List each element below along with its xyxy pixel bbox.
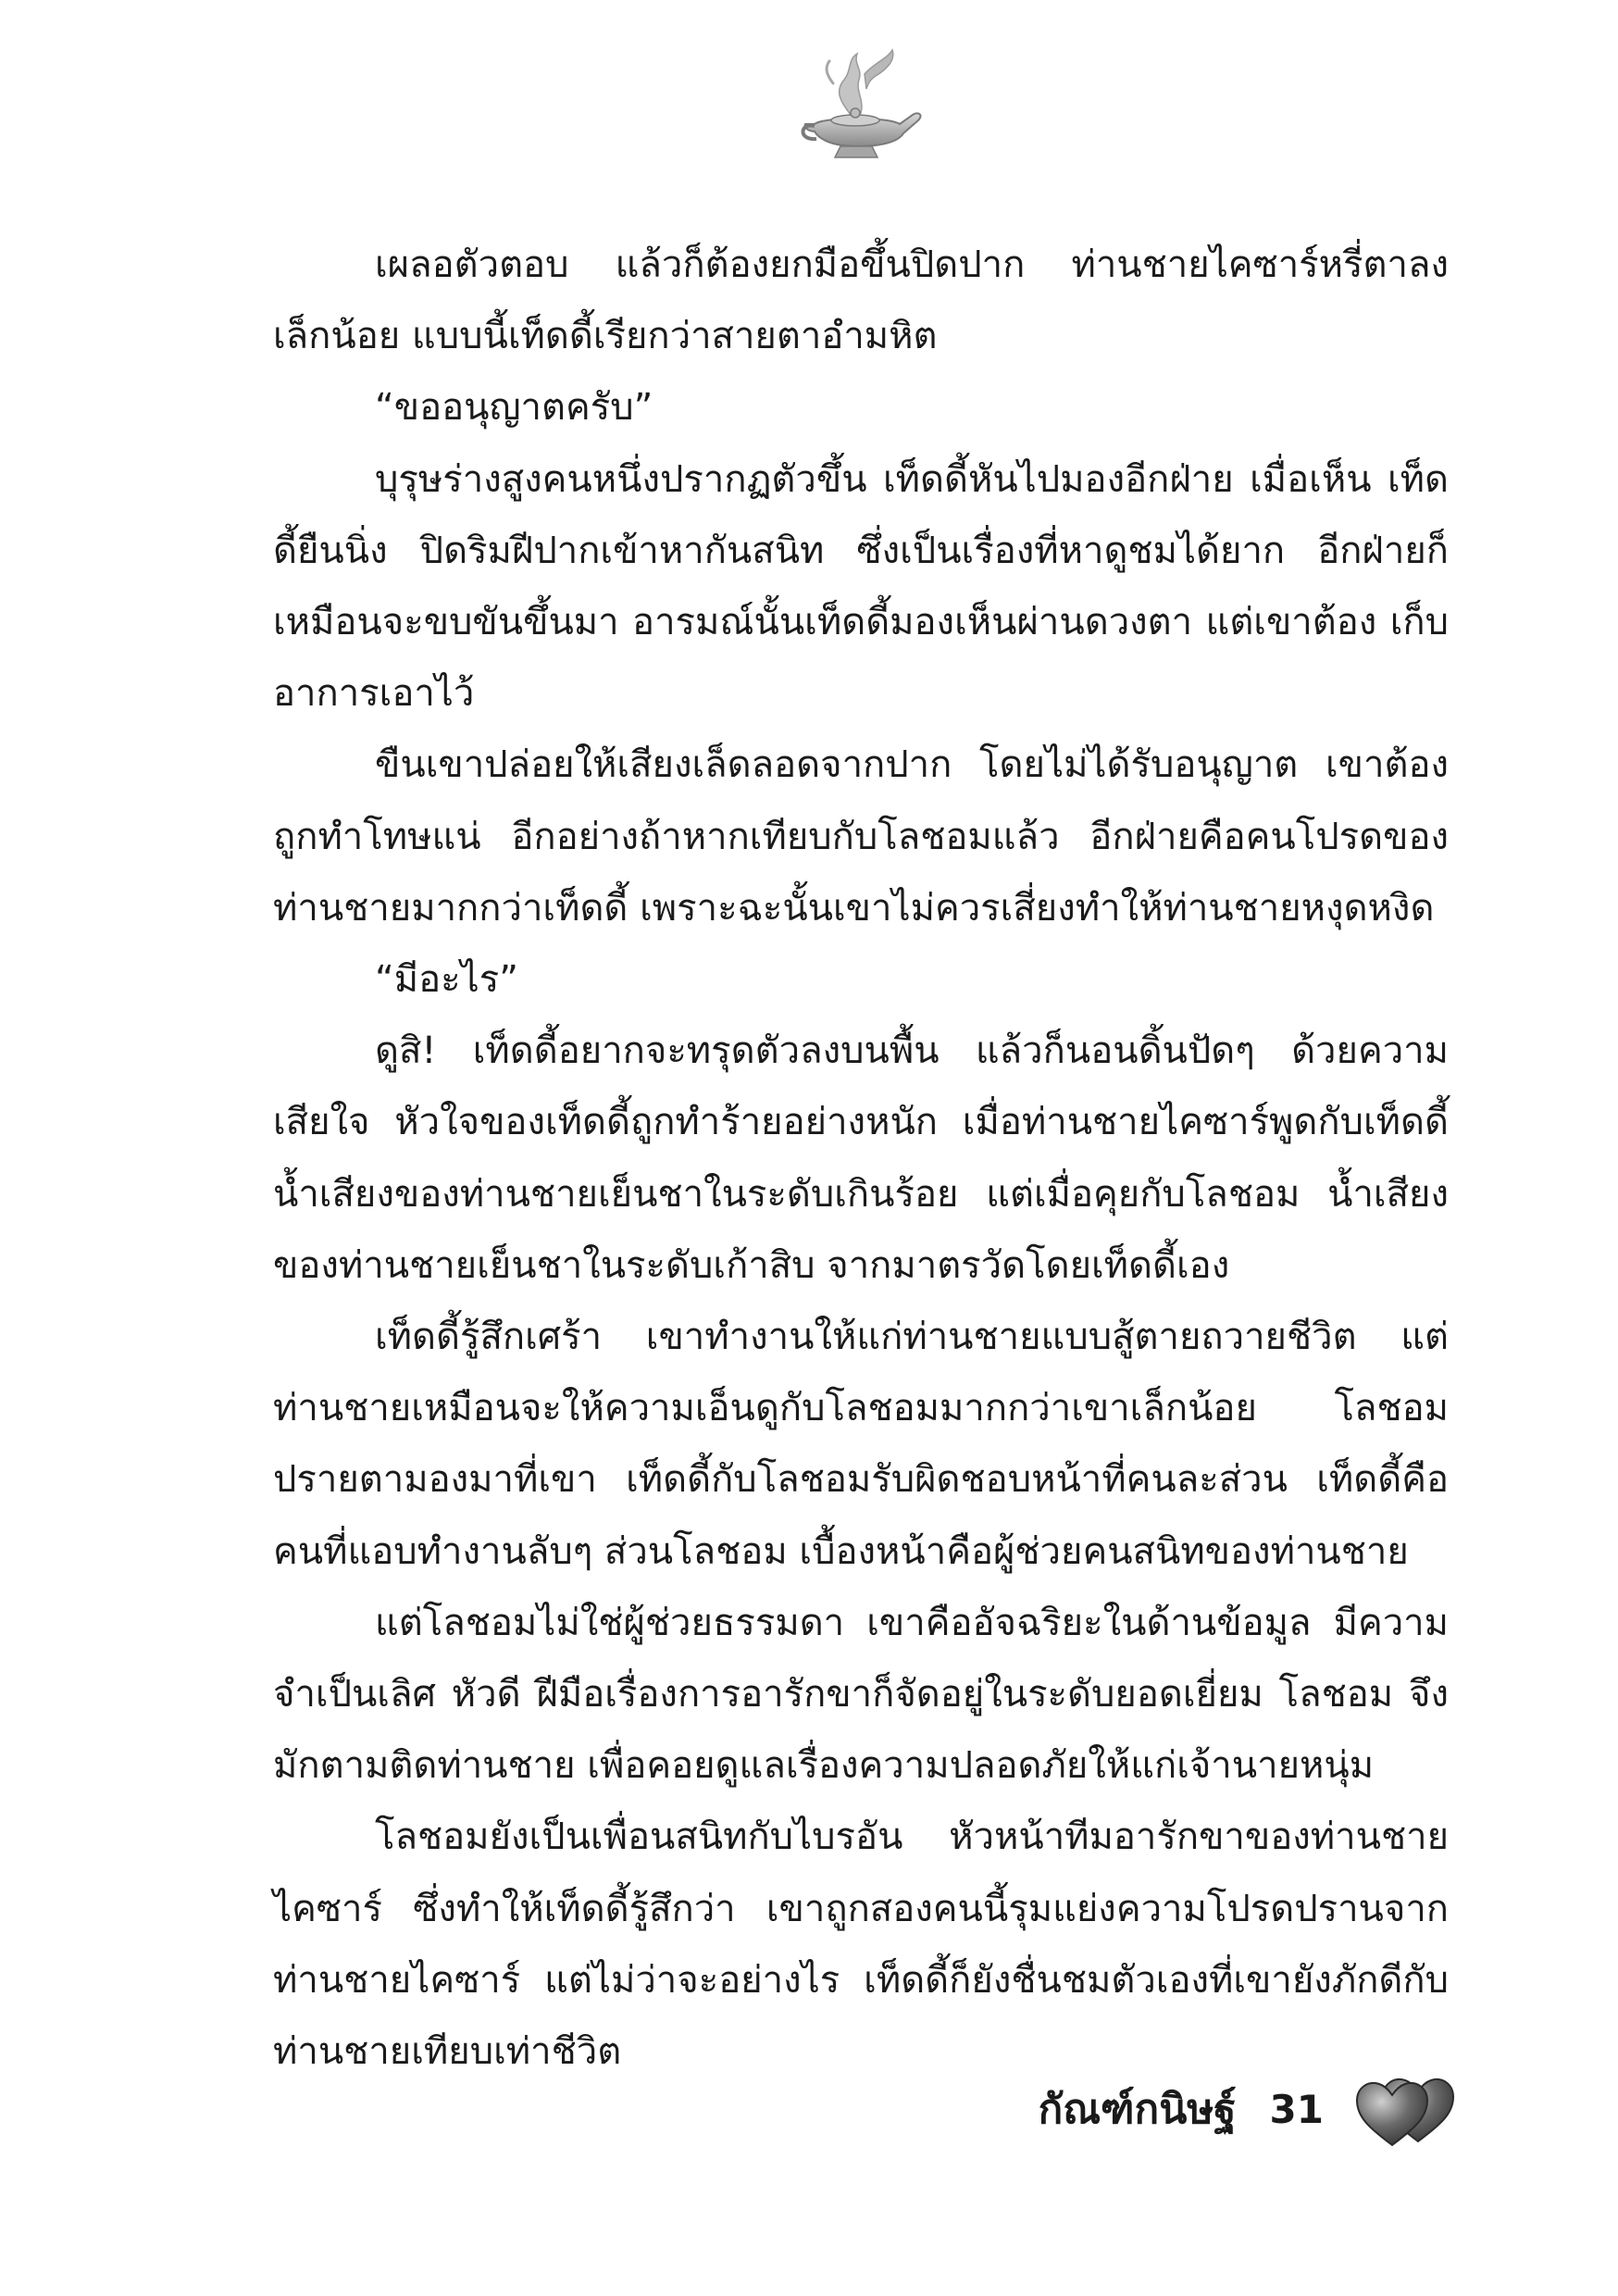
paragraph: “ขออนุญาตครับ” (375, 386, 653, 430)
paragraph: เท็ดดี้รู้สึกเศร้า เขาทำงานให้แก่ท่านชายแบบสู้ตายถวายชีวิต แต่ ท่านชายเหมือนจะให้ความเอ็นดูกับโลชอมมากกว่าเขาเล็กน้อย โลชอม ปรายตามองมาที่เขา เท็ดดี้กับโลชอมรับผิดชอบหน้าที่คนละส่วน เท็ดดี้คือ คนที่แอบทำงานลับๆ ส่วนโลชอม เบื้องหน้าคือผู้ช่วยคนสนิทของท่านชาย (273, 1316, 1449, 1573)
paragraph: เผลอตัวตอบ แล้วก็ต้องยกมือขึ้นปิดปาก ท่านชายไคซาร์หรี่ตาลง เล็กน้อย แบบนี้เท็ดดี้เรียกว่าสายตาอำมหิต (273, 243, 1449, 358)
book-title: กัณฑ์กนิษฐ์ (1038, 2086, 1237, 2133)
double-heart-icon (1350, 2067, 1461, 2151)
paragraph: บุรุษร่างสูงคนหนึ่งปรากฏตัวขึ้น เท็ดดี้หันไปมองอีกฝ่าย เมื่อเห็น เท็ดดี้ยืนนิ่ง ปิดริมฝีปากเข้าหากันสนิท ซึ่งเป็นเรื่องที่หาดูชมได้ยาก อีกฝ่ายก็ เหมือนจะขบขันขึ้นมา อารมณ์นั้นเท็ดดี้มองเห็นผ่านดวงตา แต่เขาต้อง เก็บอาการเอาไว้ (273, 457, 1449, 716)
paragraph: โลชอมยังเป็นเพื่อนสนิทกับไบรอัน หัวหน้าทีมอารักขาของท่านชาย ไคซาร์ ซึ่งทำให้เท็ดดี้รู้สึกว่า เขาถูกสองคนนี้รุมแย่งความโปรดปรานจาก ท่านชายไคซาร์ แต่ไม่ว่าจะอย่างไร เท็ดดี้ก็ยังชื่นชมตัวเองที่เขายังภักดีกับ ท่านชายเทียบเท่าชีวิต (273, 1816, 1449, 2074)
body-text (273, 230, 1449, 2088)
page-footer (1039, 2063, 1461, 2155)
paragraph: “มีอะไร” (375, 958, 518, 1002)
lamp-genie-ornament-icon (796, 46, 926, 167)
paragraph: ดูสิ! เท็ดดี้อยากจะทรุดตัวลงบนพื้น แล้วก็นอนดิ้นปัดๆ ด้วยความ เสียใจ หัวใจของเท็ดดี้ถูกทำร้ายอย่างหนัก เมื่อท่านชายไคซาร์พูดกับเท็ดดี้ น้ำเสียงของท่านชายเย็นชาในระดับเกินร้อย แต่เมื่อคุยกับโลชอม น้ำเสียง ของท่านชายเย็นชาในระดับเก้าสิบ จากมาตรวัดโดยเท็ดดี้เอง (273, 1029, 1449, 1287)
page-number: 31 (1269, 2086, 1324, 2132)
paragraph: ขืนเขาปล่อยให้เสียงเล็ดลอดจากปาก โดยไม่ได้รับอนุญาต เขาต้อง ถูกทำโทษแน่ อีกอย่างถ้าหากเทียบกับโลชอมแล้ว อีกฝ่ายคือคนโปรดของ ท่านชายมากกว่าเท็ดดี้ เพราะฉะนั้นเขาไม่ควรเสี่ยงทำให้ท่านชายหงุดหงิด (273, 743, 1449, 930)
paragraph: แต่โลชอมไม่ใช่ผู้ช่วยธรรมดา เขาคืออัจฉริยะในด้านข้อมูล มีความ จำเป็นเลิศ หัวดี ฝีมือเรื่องการอารักขาก็จัดอยู่ในระดับยอดเยี่ยม โลชอม จึงมักตามติดท่านชาย เพื่อคอยดูแลเรื่องความปลอดภัยให้แก่เจ้านายหนุ่ม (273, 1601, 1449, 1788)
